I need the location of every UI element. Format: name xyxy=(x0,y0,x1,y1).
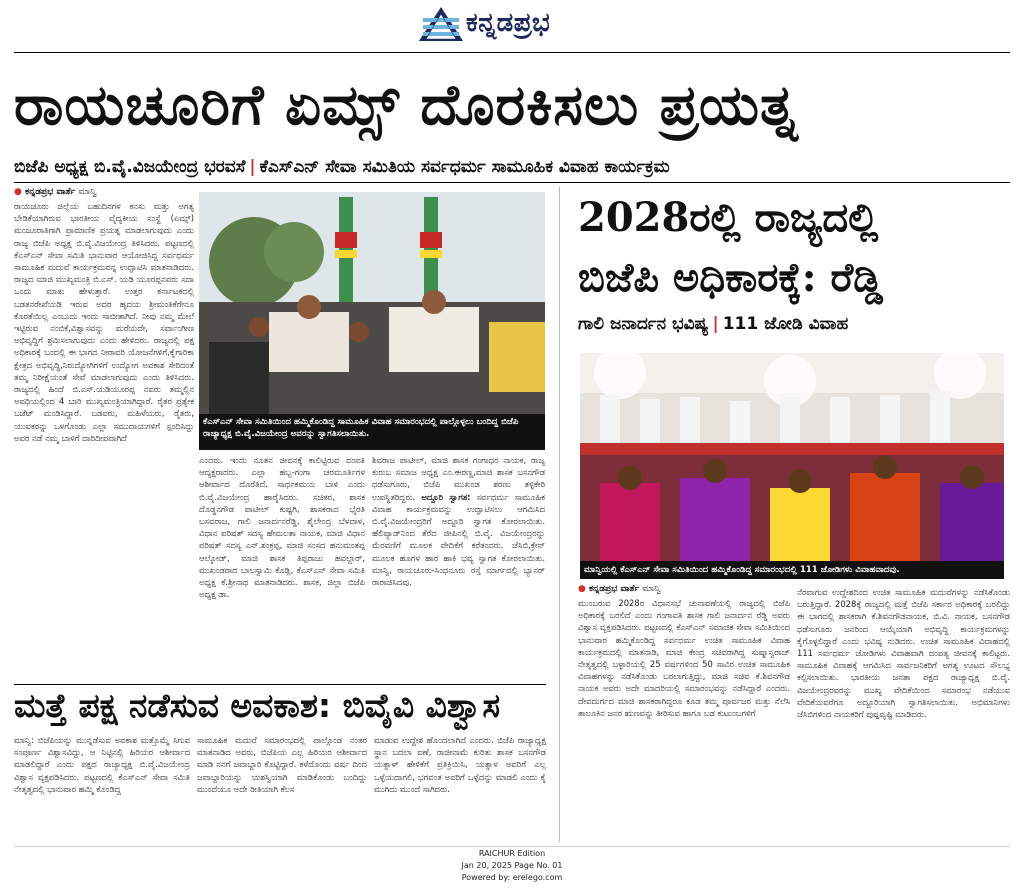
left-bottom-column-3: ಮಾಡುವ ಉದ್ದೇಶ ಹೊಂದಲಾಗಿದೆ ಎಂದರು. ಬಿಜೆಪಿ ರಾಜ್ಯಾಧ್ಯಕ್ಷ ಸ್ಥಾನ ಬದಲಾ ವಣೆ, ರಾಜೀನಾಮೆ ಕುರಿತು ಶಾಸಕ ಬಸನಗೌಡ ಯತ್ನಾಳ್ ಹೇಳಿಕೆಗೆ ಪ್ರತಿಕ್ರಿಯಿಸಿ, ಯತ್ನಾಳ ಅವರಿಗೆ ಎಲ್ಲ ಒಳ್ಳೆಯದಾಗಲಿ, ಭಗವಂತ ಅವರಿಗೆ ಒಳ್ಳೆದನ್ನು ಮಾಡಲಿ ಎಂದು ಕೈ ಮುಗಿದು ಮುಂದೆ ಸಾಗಿದರು. xyxy=(374,735,546,794)
left-byline-place: ಮಾನ್ವಿ xyxy=(78,187,97,197)
right-subhead-separator: | xyxy=(712,314,719,334)
right-subhead xyxy=(578,314,1010,334)
kannadaprabha-logo-icon xyxy=(418,6,464,42)
subhead-left: ಬಿಜೆಪಿ ಅಧ್ಯಕ್ಷ ಬಿ.ವೈ.ವಿಜಯೇಂದ್ರ ಭರವಸೆ xyxy=(14,157,246,177)
left-byline-label: ಕನ್ನಡಪ್ರಭ ವಾರ್ತೆ xyxy=(25,187,76,197)
left-col3-text-b: ಸರ್ವಧರ್ಮ ಸಾಮೂಹಿಕ ವಿವಾಹ ಕಾರ್ಯಕ್ರಮವನ್ನು ಉದ್ಘಾಟಿಸಲು ಆಗಮಿಸಿದ ಬಿ.ವೈ.ವಿಜಯೇಂದ್ರರಿಗೆ ಅದ್ದೂರಿ ಸ್ವಾಗತ ಕೋರಲಾಯಿತು. ಹೆಲಿಪ್ಯಾಡ್‌ನಿಂದ ತೆರೆದ ಜೀಪಿನಲ್ಲಿ ಬಿ.ವೈ. ವಿಜಯೇಂದ್ರರನ್ನು ಮೆರವಣಿಗೆ ಮೂಲಕ ವೇದಿಕೆಗೆ ಕರೆತಂದರು. ಜೆಸಿಬಿ,ಕ್ರೇನ್ ಮೂಲಕ ಹೂಗಳ ಹಾರ ಹಾಕಿ ಭವ್ಯ ಸ್ವಾಗತ ಕೋರಲಾಯಿತು. ಮಾನ್ವಿ, ರಾಯಚೂರು-ಸಿಂಧನೂರು ರಸ್ತೆ ಮಾರ್ಗದಲ್ಲಿ ಬ್ಯಾನರ್ ರಾರಾಜಿಸಿದವು. xyxy=(372,491,545,588)
page-headline: ರಾಯಚೂರಿಗೆ ಏಮ್ಸ್ ದೊರಕಿಸಲು ಪ್ರಯತ್ನ xyxy=(14,73,799,138)
right-article-column-1: ಮುಂಬರುವ 2028ರ ವಿಧಾನಸಭೆ ಚುನಾವಣೆಯಲ್ಲಿ ರಾಜ್ಯದಲ್ಲಿ ಬಿಜೆಪಿ ಅಧಿಕಾರಕ್ಕೆ ಬರಲಿದೆ ಎಂದು ಗಂಗಾವತಿ ಶಾಸಕ ಗಾಲಿ ಜನಾರ್ದನ ರೆಡ್ಡಿ ಅವರು ವಿಶ್ವಾಸ ವ್ಯಕ್ತಪಡಿಸಿದರು. ಪಟ್ಟಣದಲ್ಲಿ ಕೆಎಸ್ಎನ್ ಸಮಾಜಿಕ ಸೇವಾ ಸಮಿತಿಯಿಂದ ಭಾನುವಾರ ಹಮ್ಮಿಕೊಂಡಿದ್ದ ಸರ್ವಧರ್ಮ ಉಚಿತ ಸಾಮೂಹಿಕ ವಿವಾಹ ಕಾರ್ಯಕ್ರಮದಲ್ಲಿ ಮಾತನಾಡಿ, ಮಾಜಿ ಕೇಂದ್ರ ಸಚಿವರಾಗಿದ್ದ ಸುಷ್ಮಾಸ್ವರಾಜ್ ನೇತೃತ್ವದಲ್ಲಿ ಬಳ್ಳಾರಿಯಲ್ಲಿ 25 ವರ್ಷಗಳಿಂದ 50 ಸಾವಿರ ಉಚಿತ ಸಾಮೂಹಿಕ ವಿವಾಹಗಳನ್ನು ನಡೆಸಿಕೊಂಡು ಬರಲಾಗುತ್ತಿದ್ದು, ಮಾಜಿ ಸಚಿವ ಕೆ.ಶಿವನಗೌಡ ನಾಯಕ ಅವರು ಅದೇ ಮಾದರಿಯಲ್ಲಿ ಸಮಾರಂಭವನ್ನು ನಡೆಸಿದ್ದಾರೆ ಎಂದರು. ದೇವದುರ್ಗದ ಮಾಜಿ ಶಾಸಕರಾಗಿದ್ದರೂ ಕೂಡ ತಮ್ಮ ಪೂರ್ವಜರ ಮತ್ತು ನೆಲೆಸಿ ತಾಲೂಕಿನ ಜನರ ಋಣವನ್ನು ತೀರಿಸುವ ಹಾಗೂ ಬಡ ಕುಟುಂಬಗಳಿಗೆ xyxy=(578,598,790,718)
right-byline-label: ಕನ್ನಡಪ್ರಭ ವಾರ್ತೆ xyxy=(589,584,640,594)
subhead-right: ಕೆಎಸ್ಎನ್ ಸೇವಾ ಸಮಿತಿಯ ಸರ್ವಧರ್ಮ ಸಾಮೂಹಿಕ ವಿವಾಹ ಕಾರ್ಯಕ್ರಮ xyxy=(259,157,670,177)
left-article-photo xyxy=(199,192,545,414)
right-article-photo xyxy=(580,353,1004,561)
footer-date-page: Jan 20, 2025 Page No. 01 xyxy=(461,861,563,870)
left-photo-caption: ಕೆಎಸ್ಎನ್ ಸೇವಾ ಸಮಿತಿಯಿಂದ ಹಮ್ಮಿಕೊಂಡಿದ್ದ ಸಾಮೂಹಿಕ ವಿವಾಹ ಸಮಾರಂಭದಲ್ಲಿ ಪಾಲ್ಗೊಳ್ಳಲು ಬಂದಿದ್ದ ಬಿಜೆಪಿ ರಾಜ್ಯಾಧ್ಯಕ್ಷ ಬಿ.ವೈ.ವಿಜಯೇಂದ್ರ ಅವರನ್ನು ಸ್ವಾಗತಿಸಲಾಯಿತು. xyxy=(199,414,545,450)
right-subhead-right: 111 ಜೋಡಿ ವಿವಾಹ xyxy=(722,314,849,334)
left-bottom-column-2: ಸಾಮೂಹಿಕ ಮದುವೆ ಸಮಾರಂಭದಲ್ಲಿ ಪಾಲ್ಗೊಂಡ ನಂತರ ಮಾತನಾಡಿದ ಅವರು, ಬಿಜೆಪಿಯ ಎಲ್ಲ ಹಿರಿಯರ ಆಶೀರ್ವಾದ ಮಾಡಿ ನನಗೆ ಜವಾಬ್ದಾರಿ ಕೊಟ್ಟಿದ್ದಾರೆ. ಕಳೆದೊಂದು ವರ್ಷ ದಿಂದ ಜವಾಬ್ದಾರಿಯನ್ನು ಯಶಸ್ವಿಯಾಗಿ ಮಾಡಿಕೊಂಡು ಬಂದಿದ್ದು ಮುಂದೆಯೂ ಅದೇ ರೀತಿಯಾಗಿ ಕೆಲಸ xyxy=(197,735,367,794)
right-byline-bullet-icon: ● xyxy=(578,584,586,594)
right-headline-line-2: ಬಿಜೆಪಿ ಅಧಿಕಾರಕ್ಕೆ: ರೆಡ್ಡಿ xyxy=(578,254,883,301)
left-article-column-2: ಎಂದರು. ಇಂದು ನೂತನ ಜೀವನಕ್ಕೆ ಕಾಲಿಟ್ಟಿರುವ ದಂಪತಿ ಆದ್ಯಕ್ಷರಾದರು. ಎಲ್ಲಾ ಹಬ್ಬ-ಗಂಗಾ ಚರಮೂರ್ತಿಗಳ ಆಶೀರ್ವಾದ ದೊರೆತಿದೆ. ಸಾರ್ಥಕಮಯ ಬಾಳಿ ಎಂದು ಬಿ.ವೈ.ವಿಜಯೇಂದ್ರ ಹಾರೈಸಿದರು. ಸಚಿತರ, ಶಾಸಕ ದೊಡ್ಡನಗೌಡ ಪಾಟೀಲ್ ಕುಷ್ಟಗಿ, ಶಾಸಕರಾದ ಭೈರತಿ ಬಸವರಾಜ, ಗಾಲಿ ಜನಾರ್ದನರೆಡ್ಡಿ, ಶೈಲೇಂದ್ರ ಬೆಳದಾಳ, ವಿಧಾನ ಪರಿಷತ್ ಸದಸ್ಯ ಹೇಮಲತಾ ನಾಯಕ, ಮಾಜಿ ವಿಧಾನ ಪರಿಷತ್ ಸದಸ್ಯ ಎನ್.ಶಂಕ್ರಪ್ಪ, ಮಾಜಿ ಸಂಸದ ಹನುಮಂತಪ್ಪ ಆಲ್ಕೋಡ್, ಮಾಜಿ ಶಾಸಕ ತಿಪ್ಪರಾಜು ಹವಲ್ದಾರ್, ಮುಖಂಡರಾದ ಬಾಲಸ್ವಾಮಿ ಕೊಡ್ಲಿ, ಕೆಎಸ್ಎನ್ ಸೇವಾ ಸಮಿತಿ ಅಧ್ಯಕ್ಷ ಕೆ.ಶ್ರೀನಾಥ ಮಾತನಾಡಿದರು. ಶಾಸಕ, ಜಿಲ್ಲಾ ಬಿಜೆಪಿ ಅಧ್ಯಕ್ಷ ಡಾ. xyxy=(199,455,365,600)
byline-bullet-icon: ● xyxy=(14,187,22,197)
right-headline-line-1: 2028ರಲ್ಲಿ ರಾಜ್ಯದಲ್ಲಿ xyxy=(578,194,879,241)
left-byline xyxy=(14,187,194,197)
left-col3-text: ಶಿವರಾಜ ಪಾಟೀಲ್, ಮಾಜಿ ಶಾಸಕ ಗಂಗಾಧರ ನಾಯಕ, ರಾಜ್ಯ ಕುರುಬ ಸಮಾಜ ಅಧ್ಯಕ್ಷ ಎಂ.ಈರಣ್ಣ,ಮಾಜಿ ಶಾಸಕ ಬಸನಗೌಡ ಧಡೆಸುಗೂರು, ಬಿಜೆಪಿ ಮುಖಂಡ ಶರಣು ತಳ್ಳಿಕೇರಿ ಉಪಸ್ಥಿತರಿದ್ದರು. xyxy=(372,455,545,502)
footer-powered-by: Powered by: erelego.com xyxy=(461,873,563,882)
crowd-photo-image xyxy=(199,192,545,414)
footer-rule xyxy=(14,846,1010,847)
subhead-rule xyxy=(14,182,1010,183)
page-subhead xyxy=(14,157,1010,177)
right-subhead-left: ಗಾಲಿ ಜನಾರ್ದನ ಭವಿಷ್ಯ xyxy=(578,314,709,334)
left-col3-subheading: ಅದ್ದೂರಿ ಸ್ವಾಗತ: xyxy=(421,491,471,502)
masthead xyxy=(0,0,1024,50)
subhead-separator: | xyxy=(249,157,256,177)
masthead-logo-text: ಕನ್ನಡಪ್ರಭ xyxy=(466,8,551,38)
masthead-rule xyxy=(14,52,1010,53)
left-bottom-column-1: ಮಾನ್ವಿ: ಬಿಜೆಪಿಯನ್ನು ಮುನ್ನಡೆಸುವ ಅವಕಾಶ ಮತ್ತೊಮ್ಮೆ ಸಿಗುವ ಸಂಪೂರ್ಣ ವಿಶ್ವಾಸವಿದ್ದು, ಆ ನಿಟ್ಟಿನಲ್ಲಿ ಹಿರಿಯರ ಆಶೀರ್ವಾದ ಮಾಡಲಿದ್ದಾರೆ ಎಂದು ಪಕ್ಷದ ರಾಜ್ಯಾಧ್ಯಕ್ಷ ಬಿ.ವೈ.ವಿಜಯೇಂದ್ರ ವಿಶ್ವಾಸ ವ್ಯಕ್ತಪಡಿಸಿದರು. ಪಟ್ಟಣದಲ್ಲಿ ಕೆಎಸ್ಎನ್ ಸೇವಾ ಸಮಿತಿ ನೇತೃತ್ವದಲ್ಲಿ ಭಾನುವಾರ ಹಮ್ಮಿ ಕೊಂಡಿದ್ದ xyxy=(14,735,190,794)
left-bottom-headline: ಮತ್ತೆ ಪಕ್ಷ ನಡೆಸುವ ಅವಕಾಶ: ಬಿವೈವಿ ವಿಶ್ವಾಸ xyxy=(14,686,501,725)
left-bottom-rule xyxy=(14,684,546,685)
footer-edition: RAICHUR Edition xyxy=(478,849,546,858)
column-divider xyxy=(559,187,560,842)
wedding-stage-photo-image xyxy=(580,353,1004,561)
page-footer xyxy=(0,848,1024,884)
right-article-column-2: ನೆರವಾಗುವ ಉದ್ದೇಶದಿಂದ ಉಚಿತ ಸಾಮೂಹಿಕ ಮದುವೆಗಳನ್ನು ನಡೆಸಿಕೊಂಡು ಬರುತ್ತಿದ್ದಾರೆ. 2028ಕ್ಕೆ ರಾಜ್ಯದಲ್ಲಿ ಮತ್ತೆ ಬಿಜೆಪಿ ಸರ್ಕಾರ ಅಧಿಕಾರಕ್ಕೆ ಬರಲಿದ್ದು ಈ ಭಾಗದಲ್ಲಿ ಶಾಸಕರಾಗಿ ಕೆ.ಶಿವನಗೌಡನಾಯಕ, ಬಿ.ವಿ. ನಾಯಕ, ಬಸನಗೌಡ ಧಡೆಸುಗೂರು ಜನರಿಂದ ಆಯ್ಕೆಯಾಗಿ ಅಭಿವೃದ್ಧಿ ಕಾರ್ಯಕ್ರಮಗಳನ್ನು ಕೈಗೊಳ್ಳಲಿದ್ದಾರೆ ಎಂದು ಭವಿಷ್ಯ ನುಡಿದರು. ಉಚಿತ ಸಾಮೂಹಿಕ ವಿವಾಹದಲ್ಲಿ 111 ಸರ್ವಧರ್ಮ ಜೋಡಿಗಳು ವಿವಾಹವಾಗಿ ದಂಪತ್ಯ ಜೀವನಕ್ಕೆ ಕಾಲಿಟ್ಟರು. ಸಾಮೂಹಿಕ ವಿವಾಹಕ್ಕೆ ಆಗಮಿಸಿದ ಸಾರ್ವಜನಿಕರಿಗೆ ಅಗತ್ಯ ಊಟದ ಸೌಲಭ್ಯ ಕಲ್ಪಿಸಲಾಯಿತು. ಭಾರತೀಯ ಜನತಾ ಪಕ್ಷದ ರಾಜ್ಯಾಧ್ಯಕ್ಷ ಬಿ.ವೈ. ವಿಜಯೇಂದ್ರರವರನ್ನು ಮುಖ್ಯ ವೇದಿಕೆಯಿಂದ ಸಮಾರಂಭ ನಡೆಯುವ ವೇದಿಕೆಯವರೆಗೂ ಅದ್ದೂರಿಯಾಗಿ ಸ್ವಾಗತಿಸಲಾಯಿತು. ಅಭಿಮಾನಿಗಳು ಜೆಸಿಬಿಗಳಿಂದ ನಾಯಕರಿಗೆ ಪುಷ್ಪವೃಷ್ಟಿ ಮಾಡಿದರು. xyxy=(797,587,1010,720)
right-byline xyxy=(578,584,788,594)
left-article-column-3 xyxy=(372,454,545,684)
right-byline-place: ಮಾನ್ವಿ xyxy=(642,584,661,594)
right-photo-caption: ಮಾನ್ವಿಯಲ್ಲಿ ಕೆಎಸ್ಎನ್ ಸೇವಾ ಸಮಿತಿಯಿಂದ ಹಮ್ಮಿಕೊಂಡಿದ್ದ ಸಮಾರಂಭದಲ್ಲಿ 111 ಜೋಡಿಗಳು ವಿವಾಹವಾದವು. xyxy=(580,561,1004,579)
left-article-column-1: ರಾಯಚೂರು ಜಿಲ್ಲೆಯ ಬಹುದಿನಗಳ ಕನಸು ಮತ್ತು ಅಗತ್ಯ ಬೇಡಿಕೆಯಾಗಿರುವ ಭಾರತೀಯ ವೈದ್ಯಕೀಯ ಸಂಸ್ಥೆ (ಏಮ್ಸ್) ಮಂಜೂರಾತಿಗಾಗಿ ಪ್ರಾಮಾಣಿಕ ಪ್ರಯತ್ನ ಮಾಡಲಾಗುವುದು ಎಂದು ರಾಜ್ಯ ಬಿಜೆಪಿ ಅಧ್ಯಕ್ಷ ಬಿ.ವೈ.ವಿಜಯೇಂದ್ರ ತಿಳಿಸಿದರು. ಪಟ್ಟಣದಲ್ಲಿ ಕೆಎಸ್ಎನ್ ಸೇವಾ ಸಮಿತಿ ಭಾನುವಾರ ಆಯೋಜಿಸಿದ್ದ ಸರ್ವಧರ್ಮ ಸಾಮೂಹಿಕ ಮದುವೆ ಕಾರ್ಯಕ್ರಮವನ್ನ ಉದ್ಘಾಟಿಸಿ ಮಾತನಾಡಿದರು. ರಾಜ್ಯದ ಮಾಜಿ ಮುಖ್ಯಮಂತ್ರಿ ಬಿ.ಎಸ್. ಯಡಿ ಯೂರಪ್ಪನವರು ಸದಾ ಒಂದು ಮಾತು ಹೇಳುತ್ತಾರೆ. ಉತ್ತರ ಕರ್ನಾಟಕದಲ್ಲಿ ಬಡತನರೇಖೆಯಡಿ ಇರುವ ಅದರ ಹೃದಯ ಶ್ರೀಮಂತಿಕೆಗೇನೂ ಕೊರತೆಯಿಲ್ಲ ಎಂಬುದು ಇಂದು ಸಾಬೀತಾಗಿದೆ. ನೀವು ನಮ್ಮ ಮೇಲೆ ಇಟ್ಟಿರುವ ನಂಬಿಕೆ,ವಿಶ್ವಾಸವನ್ನು ಮರೆಯದೇ, ಸರ್ವಾಂಗೀಣ ಅಭಿವೃದ್ಧಿಗೆ ಶ್ರಮಿಸಲಾಗುವುದು ಎಂದು ಹೇಳಿದರು. ರಾಜ್ಯದಲ್ಲಿ ಪಕ್ಷ ಅಧಿಕಾರಕ್ಕೆ ಬಂದಲ್ಲಿ ಈ ಭಾಗದ ನೀರಾವರಿ ಯೋಜನೆಗಳಿಗೆ,ಕೈಗಾರಿಕಾ ಕ್ಷೇತ್ರದ ಅಭಿವೃದ್ಧಿ,ನಿರುದ್ಯೋಗಿಗಳಿಗೆ ಉದ್ಯೋಗ ಅವಕಾಶ ಸೇರಿದಂತೆ ತಮ್ಮ ನಿರೀಕ್ಷೆಯಂತೆ ಸೇವೆ ಮಾಡಲಾಗುವುದು ಎಂದು ತಿಳಿಸಿದರು. ರಾಜ್ಯದಲ್ಲಿ ಹಿಂದೆ ಬಿ.ಎಸ್.ಯಡಿಯೂರಪ್ಪ ನವರು ತಮ್ಮಲ್ಲಿನ ಅವಧಿಯಲ್ಲಿಂದ 4 ಬಾರಿ ಮುಖ್ಯಮಂತ್ರಿಯಾಗಿದ್ದಾರೆ. ರೈತರ ಪ್ರತ್ಯೇಕ ಬಜೆಟ್ ಮಂಡಿಸಿದ್ದಾರೆ. ಬಡವರು, ಮಹಿಳೆಯರು, ರೈತರು, ಯುವಕರನ್ನು ಒಳಗೊಂಡು ಎಲ್ಲಾ ಸಮುದಾಯಗಳಿಗೆ ಸ್ಪಂದಿಸಿದ್ದು ಅವರ ನಡೆ ನಮ್ಮ ಬಾಳಿಗೆ ದಾರಿದೀಪವಾಗಿದೆ xyxy=(14,201,194,443)
